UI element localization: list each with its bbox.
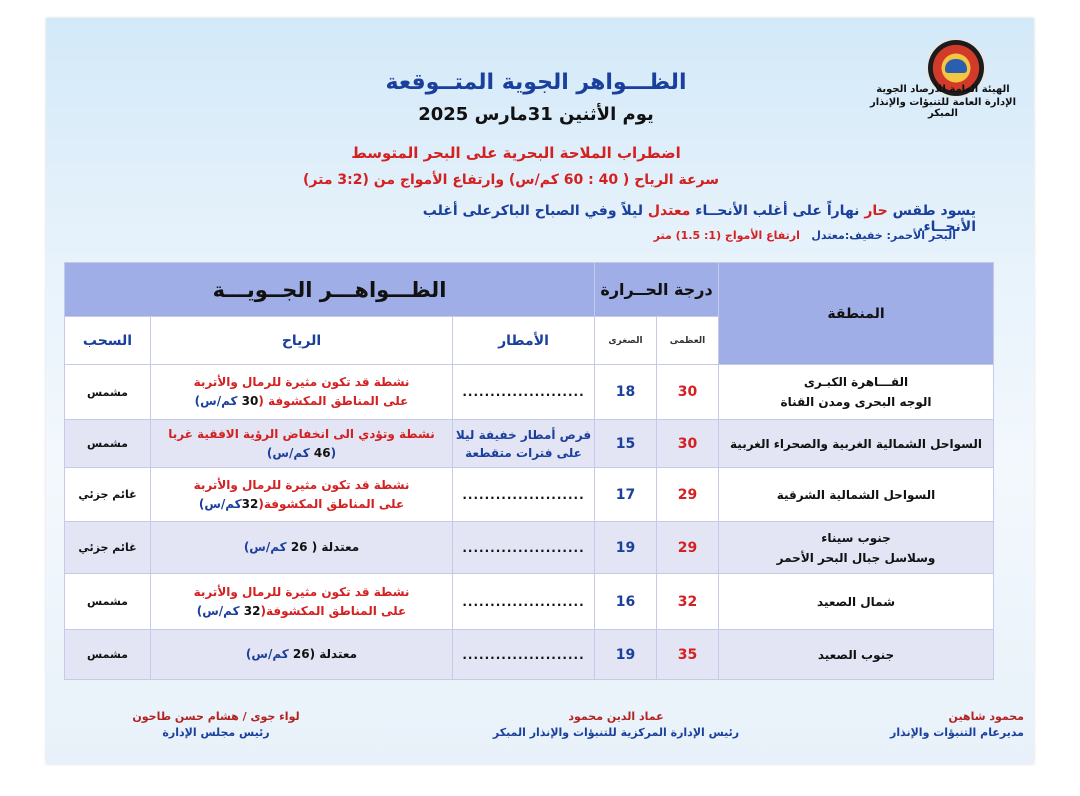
min-temp-cell: 19 <box>595 630 657 680</box>
wind-cell <box>151 630 453 680</box>
phenomena-header: الظـــواهـــر الجــويـــة <box>65 263 595 317</box>
wind-cell <box>151 420 453 468</box>
signature-left-name: لواء جوى / هشام حسن طاحون <box>132 710 300 723</box>
rain-cell: ...................... <box>453 574 595 630</box>
min-temp-cell: 17 <box>595 468 657 522</box>
wind-line2: على المناطق المكشوفة(32 كم/س) <box>196 603 407 618</box>
summary-mild: معتدل <box>647 203 691 219</box>
marine-alert-detail: سرعة الرياح ( 40 : 60 كم/س) وارتفاع الأمواج من (3:2 متر) <box>303 172 719 188</box>
table-row <box>65 522 994 574</box>
table-row <box>65 574 994 630</box>
cloud-header: السحب <box>65 317 151 365</box>
page-title: الظـــواهر الجوية المتــوقعة <box>385 70 687 95</box>
region-cell: جنوب الصعيد <box>719 630 994 680</box>
summary-part3: ليلاً وفي الصباح الباكرعلى أغلب الأنحــاء. <box>422 203 976 235</box>
wind-line1: نشطة قد تكون مثيرة للرمال والأتربة <box>193 477 410 492</box>
wind-line2: (46 كم/س) <box>266 445 337 460</box>
forecast-date: يوم الأثنين 31مارس 2025 <box>418 104 654 125</box>
cloud-cell: مشمس <box>65 574 151 630</box>
wind-cell <box>151 522 453 574</box>
red-sea-waves: ارتفاع الأمواج (1: 1.5) متر <box>653 229 800 242</box>
wind-line1: نشطة قد تكون مثيرة للرمال والأتربة <box>193 375 410 389</box>
region-line1: القـــاهرة الكبـرى <box>803 375 909 389</box>
summary-part2: نهاراً على أغلب الأنحــاء <box>690 203 865 219</box>
table-row <box>65 420 994 468</box>
signature-center-name: عماد الدين محمود <box>568 710 664 723</box>
wind-line1: نشطة قد تكون مثيرة للرمال والأتربة <box>193 584 410 599</box>
wind-header: الرياح <box>151 317 453 365</box>
agency-line2: الإدارة العامة للتنبؤات والإنذار المبكر <box>869 97 1016 119</box>
region-line2: الوجه البحرى ومدن القناة <box>780 395 932 409</box>
red-sea-label: البحر الأحمر: خفيف:معتدل <box>811 229 956 242</box>
signature-right-name: محمود شاهين <box>948 710 1024 723</box>
wind-line2: معتدلة ( 26 كم/س) <box>243 540 360 554</box>
region-cell <box>719 522 994 574</box>
forecast-table <box>64 262 994 680</box>
marine-alert-title: اضطراب الملاحة البحرية على البحر المتوسط <box>351 144 681 162</box>
cloud-cell: مشمس <box>65 630 151 680</box>
region-line1: جنوب سيناء <box>821 530 891 545</box>
min-temp-cell: 16 <box>595 574 657 630</box>
min-temp-header: الصغرى <box>595 317 657 365</box>
max-temp-cell: 29 <box>657 522 719 574</box>
max-temp-cell: 35 <box>657 630 719 680</box>
wind-line2: على المناطق المكشوفة(32كم/س) <box>198 496 405 511</box>
table-row <box>65 630 994 680</box>
min-temp-cell: 18 <box>595 365 657 420</box>
rain-cell <box>453 420 595 468</box>
wind-cell <box>151 468 453 522</box>
table-row <box>65 468 994 522</box>
region-line2: وسلاسل جبال البحر الأحمر <box>776 550 936 565</box>
summary-part1: يسود طقس <box>887 203 976 219</box>
min-temp-cell: 15 <box>595 420 657 468</box>
max-temp-cell: 29 <box>657 468 719 522</box>
temperature-header: درجة الحــرارة <box>595 263 719 317</box>
rain-cell: ...................... <box>453 468 595 522</box>
rain-header: الأمطار <box>453 317 595 365</box>
red-sea-status <box>586 229 956 242</box>
wind-cell <box>151 574 453 630</box>
table-row <box>65 365 994 420</box>
signature-right <box>854 710 1024 739</box>
rain-cell: ...................... <box>453 522 595 574</box>
max-temp-cell: 32 <box>657 574 719 630</box>
summary-hot: حار <box>864 203 888 219</box>
max-temp-cell: 30 <box>657 365 719 420</box>
wind-cell <box>151 365 453 420</box>
region-cell: شمال الصعيد <box>719 574 994 630</box>
wind-line2: على المناطق المكشوفة (30 كم/س) <box>194 394 409 408</box>
region-cell: السواحل الشمالية الشرقية <box>719 468 994 522</box>
signature-right-role: مديرعام التنبؤات والإنذار <box>890 726 1024 739</box>
max-temp-header: العظمى <box>657 317 719 365</box>
cloud-cell: مشمس <box>65 365 151 420</box>
signature-left-role: رئيس مجلس الإدارة <box>162 726 270 739</box>
rain-cell: ...................... <box>453 630 595 680</box>
max-temp-cell: 30 <box>657 420 719 468</box>
rain-cell: ...................... <box>453 365 595 420</box>
rain-line2: على فترات متقطعة <box>465 445 582 460</box>
wind-line1: نشطة وتؤدي الى انخفاض الرؤية الافقية غربا <box>168 426 435 441</box>
forecast-sheet <box>46 18 1034 764</box>
signature-left <box>116 710 316 739</box>
signature-center <box>466 710 766 739</box>
region-cell <box>719 365 994 420</box>
agency-name <box>858 84 1028 119</box>
region-cell: السواحل الشمالية الغربية والصحراء الغربية <box>719 420 994 468</box>
region-header: المنطقة <box>719 263 994 365</box>
rain-line1: فرص أمطار خفيفة ليلا <box>455 427 592 442</box>
cloud-cell: غائم جزئي <box>65 522 151 574</box>
signature-center-role: رئيس الإدارة المركزية للتنبؤات والإنذار المبكر <box>492 726 740 739</box>
min-temp-cell: 19 <box>595 522 657 574</box>
wind-line2: معتدلة (26 كم/س) <box>245 647 358 661</box>
cloud-cell: مشمس <box>65 420 151 468</box>
agency-line1: الهيئة العامة للأرصاد الجوية <box>876 84 1010 95</box>
cloud-cell: غائم جزئي <box>65 468 151 522</box>
